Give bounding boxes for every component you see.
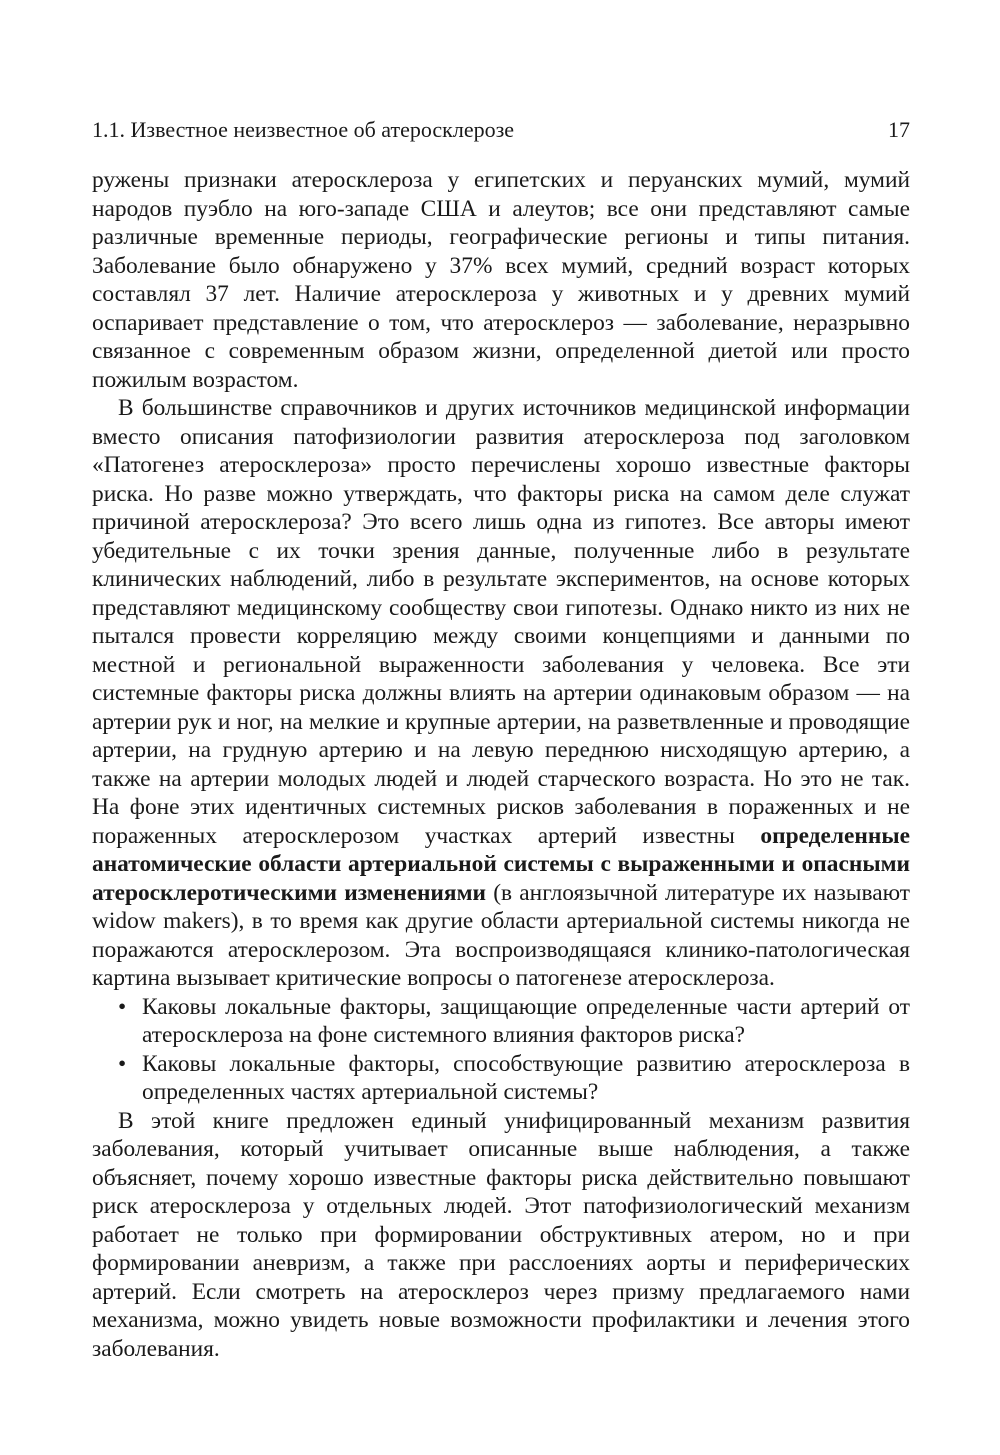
paragraph-2 bbox=[92, 394, 910, 993]
body-text bbox=[92, 166, 910, 1363]
book-page bbox=[92, 116, 910, 1363]
bullet-icon: • bbox=[118, 1050, 127, 1077]
paragraph-2-end: (в англоязычной литературе их называют widow makers), в то время как другие области артериальной системы никогда не поражаются атеросклерозом. Эта воспроизводящаяся клинико-патологическая картина вызывает критические вопросы о патогенезе атеросклероза. bbox=[92, 879, 910, 991]
paragraph-2-emphasis: определенные анатомические области артериальной системы с выраженными и опасными атеросклеротическими изменениями bbox=[92, 822, 910, 906]
paragraph-2-start: В большинстве справочников и других источников медицинской информации вместо описания патофизиологии развития атеросклероза под заголовком «Патогенез атеросклероза» просто перечислены хорошо известные факторы риска. Но разве можно утверждать, что факторы риска на самом деле служат причиной атеросклероза? Это всего лишь одна из гипотез. Все авторы имеют убедительные с их точки зрения данные, полученные либо в результате клинических наблюдений, либо в результате экспериментов, на основе которых представляют медицинскому сообществу свои гипотезы. Однако никто из них не пытался провести корреляцию между своими концепциями и данными по местной и региональной выраженности заболевания у человека. Все эти системные факторы риска должны влиять на артерии одинаковым образом — на артерии рук и ног, на мелкие и крупные артерии, на разветвленные и проводящие артерии, на грудную артерию и на левую переднюю нисходящую артерию, а также на артерии молодых людей и людей старческого возраста. Но это не так. На фоне этих идентичных системных рисков заболевания в пораженных и не пораженных атеросклерозом участках артерий известны bbox=[92, 395, 910, 849]
bullet-icon: • bbox=[118, 993, 127, 1020]
section-title: 1.1. Известное неизвестное об атеросклерозе bbox=[92, 117, 515, 142]
list-item bbox=[92, 1050, 910, 1107]
list-item-text: Каковы локальные факторы, защищающие определенные части артерий от атеросклероза на фоне системного влияния факторов риска? bbox=[142, 993, 910, 1048]
paragraph-1: ружены признаки атеросклероза у египетских и перуанских мумий, мумий народов пуэбло на юго-западе США и алеутов; все они представляют самые различные временные периоды, географические регионы и типы питания. Заболевание было обнаружено у 37% всех мумий, средний возраст которых составлял 37 лет. Наличие атеросклероза у животных и у древних мумий оспаривает представление о том, что атеросклероз — заболевание, неразрывно связанное с современным образом жизни, определенной диетой или просто пожилым возрастом. bbox=[92, 167, 910, 393]
page-number: 17 bbox=[888, 117, 910, 142]
question-list bbox=[92, 993, 910, 1107]
list-item-text: Каковы локальные факторы, способствующие развитию атеросклероза в определенных частях артериальной системы? bbox=[142, 1050, 910, 1105]
running-header bbox=[92, 116, 910, 144]
list-item bbox=[92, 993, 910, 1050]
paragraph-3: В этой книге предложен единый унифицированный механизм развития заболевания, который учитывает описанные выше наблюдения, а также объясняет, почему хорошо известные факторы риска действительно повышают риск атеросклероза у отдельных людей. Этот патофизиологический механизм работает не только при формировании обструктивных атером, но и при формировании аневризм, а также при расслоениях аорты и периферических артерий. Если смотреть на атеросклероз через призму предлагаемого нами механизма, можно увидеть новые возможности профилактики и лечения этого заболевания. bbox=[92, 1107, 910, 1362]
